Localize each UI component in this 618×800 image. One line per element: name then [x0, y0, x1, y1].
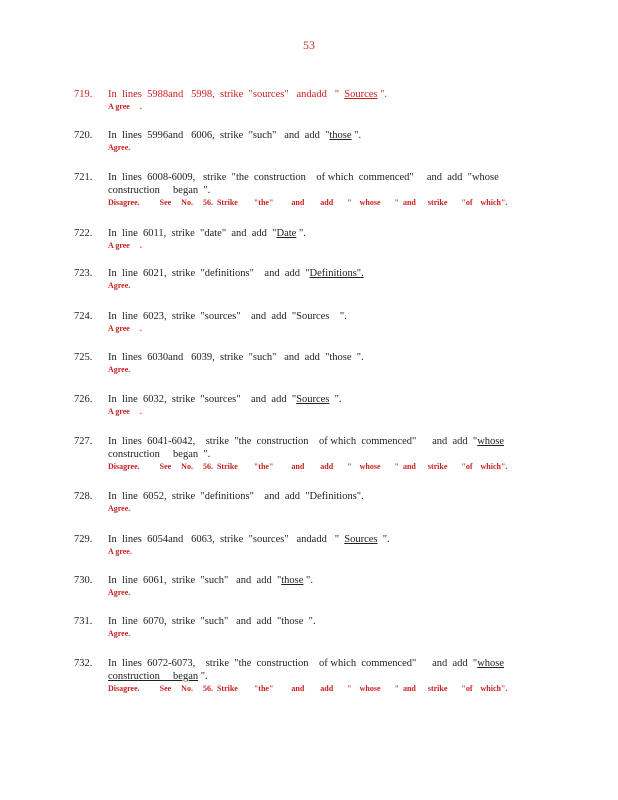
amendment-text: In lines 6072-6073, strike "the construction of which commenced" and add "whose — [108, 658, 505, 669]
committee-response: Agree. — [108, 365, 131, 374]
amendment-number: 724. — [74, 311, 93, 322]
committee-response: Agree. — [108, 143, 131, 152]
committee-response: Agree. — [108, 504, 131, 513]
committee-response: A gree . — [108, 102, 142, 111]
committee-response: Agree. — [108, 281, 131, 290]
amendment-number: 730. — [74, 575, 93, 586]
amendment-text: In lines 5988and 5998, strike "sources" andadd " Sources ". — [108, 89, 388, 100]
amendment-body — [108, 310, 548, 334]
amendment-number: 731. — [74, 616, 93, 627]
amendment-text: In lines 5996and 6006, strike "such" and add "those ". — [108, 130, 362, 141]
amendment-text: In line 6052, strike "definitions" and add "Definitions". — [108, 491, 364, 502]
committee-response: Disagree. See No. 56. Strike "the" and add " whose " and strike "of which". — [108, 684, 508, 693]
amendment-number: 729. — [74, 534, 93, 545]
amendment-number: 722. — [74, 228, 93, 239]
committee-response: A gree . — [108, 324, 142, 333]
page-number: 53 — [303, 38, 315, 52]
amendment-number: 720. — [74, 130, 93, 141]
amendment-number: 721. — [74, 172, 93, 183]
amendment-text: In line 6011, strike "date" and add "Date ". — [108, 228, 306, 239]
committee-response: Disagree. See No. 56. Strike "the" and add " whose " and strike "of which". — [108, 462, 508, 471]
amendment-number: 732. — [74, 658, 93, 669]
amendment-text: In line 6021, strike "definitions" and add "Definitions". — [108, 268, 364, 279]
committee-response: Agree. — [108, 629, 131, 638]
amendment-text-continued: construction began ". — [108, 185, 211, 196]
amendment-body — [108, 615, 548, 639]
committee-response: A gree . — [108, 407, 142, 416]
amendment-number: 727. — [74, 436, 93, 447]
amendment-text: In lines 6041-6042, strike "the construction of which commenced" and add "whose — [108, 436, 505, 447]
amendment-text-continued: construction began ". — [108, 671, 208, 682]
amendment-body — [108, 267, 548, 291]
amendment-number: 728. — [74, 491, 93, 502]
amendment-body — [108, 657, 548, 694]
amendment-number: 726. — [74, 394, 93, 405]
amendment-body — [108, 351, 548, 375]
amendment-text: In line 6061, strike "such" and add "those ". — [108, 575, 313, 586]
committee-response: A gree . — [108, 241, 142, 250]
amendment-body — [108, 88, 548, 112]
amendment-text: In lines 6054and 6063, strike "sources" andadd " Sources ". — [108, 534, 390, 545]
amendment-number: 719. — [74, 89, 93, 100]
committee-response: Disagree. See No. 56. Strike "the" and add " whose " and strike "of which". — [108, 198, 508, 207]
amendment-text: In line 6023, strike "sources" and add "Sources ". — [108, 311, 347, 322]
amendment-text: In line 6070, strike "such" and add "those ". — [108, 616, 316, 627]
amendment-body — [108, 490, 548, 514]
amendment-number: 723. — [74, 268, 93, 279]
amendment-text: In lines 6030and 6039, strike "such" and add "those ". — [108, 352, 364, 363]
amendment-text: In lines 6008-6009, strike "the construction of which commenced" and add "whose — [108, 172, 499, 183]
amendment-text-continued: construction began ". — [108, 449, 211, 460]
amendment-body — [108, 435, 548, 472]
committee-response: A gree. — [108, 547, 132, 556]
amendment-body — [108, 227, 548, 251]
amendment-body — [108, 171, 548, 208]
amendment-body — [108, 129, 548, 153]
amendment-text: In line 6032, strike "sources" and add "Sources ". — [108, 394, 342, 405]
amendment-body — [108, 533, 548, 557]
amendment-body — [108, 393, 548, 417]
amendment-body — [108, 574, 548, 598]
amendment-number: 725. — [74, 352, 93, 363]
committee-response: Agree. — [108, 588, 131, 597]
